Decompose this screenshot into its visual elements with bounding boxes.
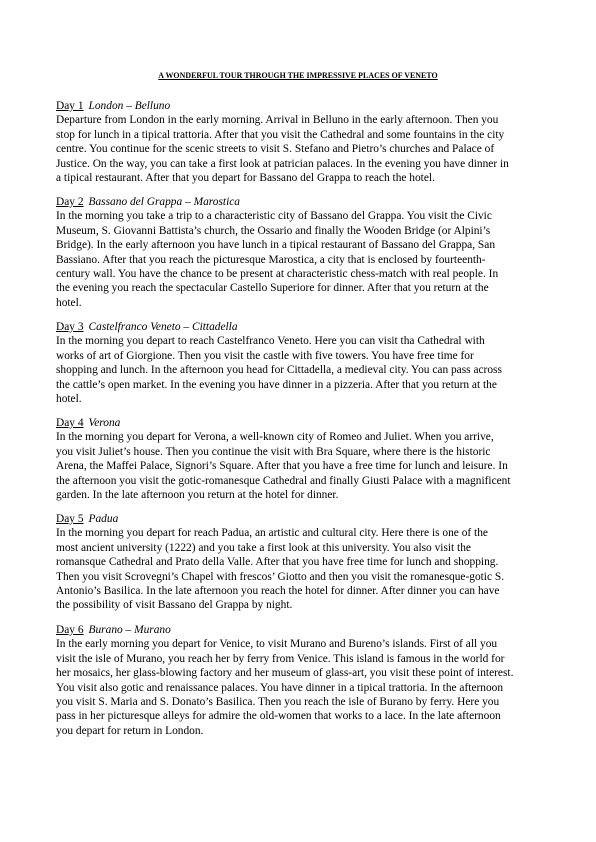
paragraph-line: Museum, S. Giovanni Battista’s church, the Ossario and finally the Wooden Bridge (or Alpini’s	[56, 224, 491, 237]
day-6-section	[56, 623, 546, 738]
paragraph-line: a tipical restaurant. After that you depart for Bassano del Grappa to reach the hotel.	[56, 172, 435, 185]
day-label: Day 4	[56, 417, 84, 429]
paragraph-line: Antonio’s Basilica. In the late afternoon you reach the hotel for dinner. After dinner you can have	[56, 585, 500, 598]
paragraph-line: you depart for return in London.	[56, 724, 204, 737]
day-label: Day 3	[56, 321, 84, 333]
day-description	[56, 209, 546, 310]
paragraph-line: you visit Juliet’s house. Then you continue the visit with Bra Square, where there is the historic	[56, 445, 491, 458]
paragraph-line: hotel.	[56, 296, 82, 309]
paragraph-line: Justice. On the way, you can take a first look at patrician palaces. In the evening you have dinner in	[56, 157, 509, 170]
paragraph-line: In the morning you take a trip to a characteristic city of Bassano del Grappa. You visit the Civic	[56, 210, 492, 223]
paragraph-line: century wall. You have the chance to be present at characteristic chess-match with real people. In	[56, 268, 499, 281]
day-place: Burano – Murano	[88, 624, 171, 636]
paragraph-line: the cattle’s open market. In the evening you have dinner in a pizzeria. After that you return at the	[56, 378, 497, 391]
paragraph-line: shopping and lunch. In the afternoon you head for Cittadella, a medieval city. You can pass across	[56, 364, 502, 377]
paragraph-line: the afternoon you visit the gotic-romanesque Cathedral and finally Giusti Palace with a magnificent	[56, 474, 511, 487]
day-description	[56, 334, 546, 406]
paragraph-line: garden. In the late afternoon you return at the hotel for dinner.	[56, 489, 339, 502]
day-label: Day 2	[56, 196, 84, 208]
day-heading	[56, 416, 546, 430]
day-description	[56, 113, 546, 185]
paragraph-line: Bassiano. After that you reach the picturesque Marostica, a city that is enclosed by fourteenth-	[56, 253, 486, 266]
paragraph-line: most ancient university (1222) and you take a first look at this university. You also visit the	[56, 541, 471, 554]
day-1-section	[56, 99, 546, 185]
day-3-section	[56, 320, 546, 406]
paragraph-line: stop for lunch in a tipical trattoria. After that you visit the Cathedral and some fountains in the city	[56, 128, 505, 141]
day-4-section	[56, 416, 546, 502]
paragraph-line: Bridge). In the early afternoon you have lunch in a tipical restaurant of Bassano del Grappa, San	[56, 239, 496, 252]
day-description	[56, 637, 546, 738]
paragraph-line: Then you visit Scrovegni’s Chapel with frescos’ Giotto and then you visit the romanesque-gotic S.	[56, 570, 505, 583]
day-heading	[56, 99, 546, 113]
day-heading	[56, 320, 546, 334]
day-place: London – Belluno	[88, 100, 171, 112]
paragraph-line: hotel.	[56, 393, 82, 406]
paragraph-line: In the early morning you depart for Venice, to visit Murano and Bureno’s islands. First of all you	[56, 638, 498, 651]
day-description	[56, 526, 546, 612]
paragraph-line: visit the isle of Murano, you reach her by ferry from Venice. This island is famous in the world for	[56, 652, 505, 665]
paragraph-line: romansque Cathedral and Prato della Valle. After that you have free time for lunch and shopping.	[56, 556, 499, 569]
document-title: A WONDERFUL TOUR THROUGH THE IMPRESSIVE PLACES OF VENETO	[158, 71, 438, 80]
paragraph-line: In the morning you depart for reach Padua, an artistic and cultural city. Here there is one of the	[56, 527, 488, 540]
paragraph-line: works of art of Giorgione. Then you visit the castle with five towers. You have free time for	[56, 349, 474, 362]
day-place: Castelfranco Veneto – Cittadella	[88, 321, 238, 333]
day-heading	[56, 195, 546, 209]
day-2-section	[56, 195, 546, 310]
paragraph-line: You visit also gotic and renaissance palaces. You have dinner in a tipical trattoria. In the afternoon	[56, 681, 504, 694]
paragraph-line: pass in her picturesque alleys for admire the old-women that works to a lace. In the late afternoon	[56, 710, 501, 723]
paragraph-line: the possibility of visit Bassano del Grappa by night.	[56, 599, 293, 612]
paragraph-line: In the morning you depart to reach Castelfranco Veneto. Here you can visit tha Cathedral with	[56, 335, 485, 348]
day-place: Padua	[88, 513, 119, 525]
day-label: Day 6	[56, 624, 84, 636]
day-place: Verona	[88, 417, 121, 429]
day-label: Day 1	[56, 100, 84, 112]
paragraph-line: her mosaics, her glass-blowing factory and her museum of glass-art, you visit these point of interest.	[56, 667, 514, 680]
day-heading	[56, 512, 546, 526]
paragraph-line: the evening you reach the spectacular Castello Superiore for dinner. After that you return at the	[56, 282, 489, 295]
day-5-section	[56, 512, 546, 613]
day-label: Day 5	[56, 513, 84, 525]
day-place: Bassano del Grappa – Marostica	[88, 196, 240, 208]
day-description	[56, 430, 546, 502]
paragraph-line: centre. You continue for the scenic streets to visit S. Stefano and Pietro’s churches and Palace of	[56, 143, 495, 156]
paragraph-line: you visit S. Maria and S. Donato’s Basilica. Then you reach the isle of Burano by ferry. Here you	[56, 696, 500, 709]
day-heading	[56, 623, 546, 637]
paragraph-line: Arena, the Maffei Palace, Signori’s Square. After that you have a free time for lunch and leisure. In	[56, 460, 508, 473]
paragraph-line: Departure from London in the early morning. Arrival in Belluno in the early afternoon. Then you	[56, 114, 499, 127]
paragraph-line: In the morning you depart for Verona, a well-known city of Romeo and Juliet. When you arrive,	[56, 431, 494, 444]
